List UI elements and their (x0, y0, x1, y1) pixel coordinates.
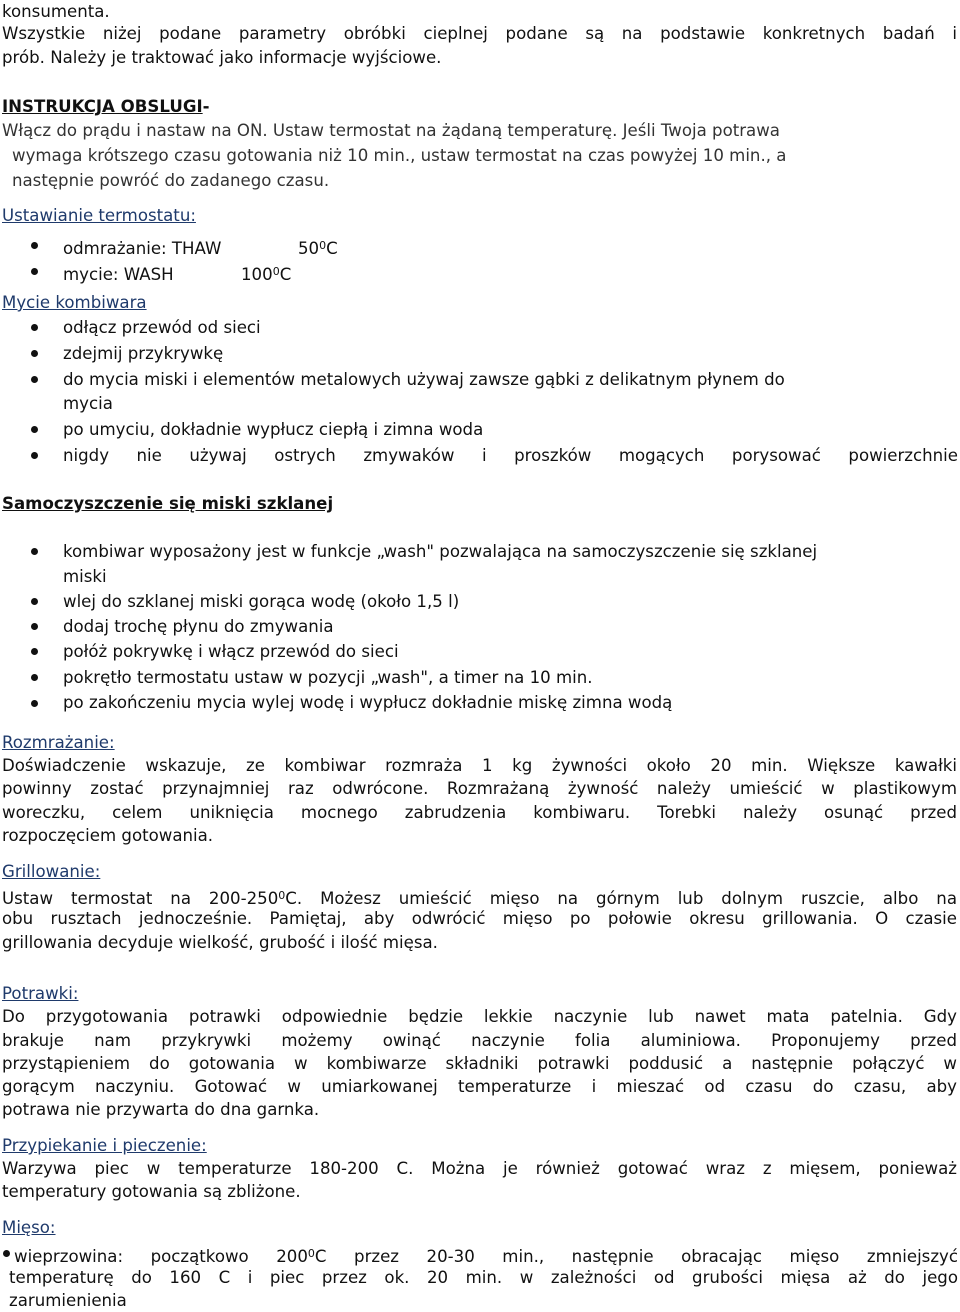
mieso-heading: Mięso: (2, 1218, 56, 1237)
rozmrazanie-heading: Rozmrażanie: (2, 733, 115, 752)
termostat-item-unit: C (279, 265, 292, 284)
mieso-line-1 (14, 1243, 958, 1268)
samo-item: kombiwar wyposażony jest w funkcje „wash" pozwalająca na samoczyszczenie się szklanej (63, 542, 818, 561)
mycie-item: po umyciu, dokładnie wypłucz ciepłą i zimna woda (63, 420, 484, 439)
potrawki-line: potrawa nie przywarta do dna garnka. (2, 1100, 320, 1119)
bullet-icon (31, 548, 38, 555)
potrawki-heading: Potrawki: (2, 984, 79, 1003)
mieso-line-3: zarumienienia (9, 1291, 127, 1310)
mieso-line-2: temperaturę do 160 C i piec przez ok. 20 min. w zależności od grubości mięsa aż do jego (9, 1268, 958, 1287)
instrukcja-line-3: następnie powróć do zadanego czasu. (12, 171, 330, 190)
instrukcja-dash: - (202, 97, 210, 116)
grillowanie-line-3: grillowania decyduje wielkość, grubość i ilość mięsa. (2, 933, 438, 952)
rozmrazanie-line: rozpoczęciem gotowania. (2, 826, 214, 845)
bullet-icon (31, 268, 38, 275)
bullet-icon (31, 674, 38, 681)
mycie-item: do mycia miski i elementów metalowych używaj zawsze gąbki z delikatnym płynem do (63, 370, 785, 389)
potrawki-line: brakuje nam przykrywki możemy owinąć naczynie folia aluminiowa. Proponujemy przed (2, 1031, 957, 1050)
bullet-icon (31, 700, 38, 707)
bullet-icon (31, 648, 38, 655)
instrukcja-line-1: Włącz do prądu i nastaw na ON. Ustaw termostat na żądaną temperaturę. Jeśli Twoja potrawa (2, 121, 780, 140)
potrawki-line: przystąpieniem do gotowania w kombiwarze składniki potrawki poddusić a następnie połączyć w (2, 1054, 957, 1073)
bullet-icon (31, 598, 38, 605)
bullet-icon (31, 623, 38, 630)
potrawki-line: gorącym naczyniu. Gotować w umiarkowanej temperaturze i mieszać od czasu do czasu, aby (2, 1077, 957, 1096)
termostat-item-label: odmrażanie: THAW (63, 239, 222, 258)
termostat-item-value: 50 (298, 239, 320, 258)
mieso-line-1-post: C przez 20-30 min., następnie obracając mięso zmniejszyć (314, 1247, 958, 1266)
mieso-line-1-pre: wieprzowina: początkowo 200 (14, 1247, 308, 1266)
termostat-item-unit: C (326, 239, 338, 258)
grillowanie-heading: Grillowanie: (2, 862, 101, 881)
termostat-item-label: mycie: WASH (63, 265, 174, 284)
samo-item: pokrętło termostatu ustaw w pozycji „wash", a timer na 10 min. (63, 668, 593, 687)
grillowanie-line-1-pre: Ustaw termostat na 200-250 (2, 889, 279, 908)
przypiekanie-line-2: temperatury gotowania są zbliżone. (2, 1182, 301, 1201)
mycie-item: zdejmij przykrywkę (63, 344, 224, 363)
samo-item: wlej do szklanej miski gorąca wodę (około 1,5 l) (63, 592, 460, 611)
grillowanie-line-2: obu rusztach jednocześnie. Pamiętaj, aby odwrócić mięso po połowie okresu grillowania. O czasie (2, 909, 957, 928)
degree-sup: 0 (272, 265, 280, 278)
samo-item: dodaj trochę płynu do zmywania (63, 617, 334, 636)
samo-heading: Samoczyszczenie się miski szklanej (2, 494, 334, 513)
intro-line-1: konsumenta. (2, 2, 110, 21)
bullet-icon (31, 426, 38, 433)
grillowanie-line-1 (2, 885, 957, 910)
bullet-icon (31, 324, 38, 331)
degree-sup: 0 (278, 889, 286, 902)
przypiekanie-heading: Przypiekanie i pieczenie: (2, 1136, 207, 1155)
mycie-item: nigdy nie używaj ostrych zmywaków i proszków mogących porysować powierzchnie (63, 446, 958, 465)
termostat-item-wash (63, 261, 291, 286)
mycie-item: odłącz przewód od sieci (63, 318, 261, 337)
bullet-icon (31, 376, 38, 383)
przypiekanie-line-1: Warzywa piec w temperaturze 180-200 C. Można je również gotować wraz z mięsem, ponieważ (2, 1159, 957, 1178)
bullet-icon (31, 350, 38, 357)
termostat-heading: Ustawianie termostatu: (2, 206, 196, 225)
bullet-icon (31, 452, 38, 459)
bullet-icon (3, 1250, 10, 1257)
samo-item: po zakończeniu mycia wylej wodę i wypłucz dokładnie miskę zimna wodą (63, 693, 673, 712)
degree-sup: 0 (319, 239, 327, 252)
instrukcja-heading-row (2, 96, 210, 118)
termostat-item-value: 100 (241, 265, 273, 284)
instrukcja-heading: INSTRUKCJA OBSLUGI (2, 97, 203, 116)
rozmrazanie-line: Doświadczenie wskazuje, ze kombiwar rozmraża 1 kg żywności około 20 min. Większe kawałki (2, 756, 957, 775)
potrawki-line: Do przygotowania potrawki odpowiednie będzie lekkie naczynie lub nawet mata patelnia. Gdy (2, 1007, 957, 1026)
instrukcja-line-2: wymaga krótszego czasu gotowania niż 10 min., ustaw termostat na czas powyżej 10 min., a (12, 146, 787, 165)
grillowanie-line-1-post: C. Możesz umieścić mięso na górnym lub dolnym ruszcie, albo na (285, 889, 957, 908)
samo-item-cont: miski (63, 567, 107, 586)
intro-line-2: Wszystkie niżej podane parametry obróbki cieplnej podane są na podstawie konkretnych badań i (2, 24, 957, 43)
termostat-item-thaw (63, 235, 338, 260)
samo-item: połóż pokrywkę i włącz przewód do sieci (63, 642, 399, 661)
intro-line-3: prób. Należy je traktować jako informacje wyjściowe. (2, 48, 442, 67)
rozmrazanie-line: powinny zostać przynajmniej raz odwrócone. Rozmrażaną żywność należy umieścić w plastikowym (2, 779, 957, 798)
bullet-icon (31, 242, 38, 249)
rozmrazanie-line: woreczku, celem uniknięcia mocnego zabrudzenia kombiwaru. Torebki należy osunąć przed (2, 803, 957, 822)
mycie-heading: Mycie kombiwara (2, 293, 147, 312)
degree-sup: 0 (307, 1247, 315, 1260)
mycie-item-cont: mycia (63, 394, 113, 413)
